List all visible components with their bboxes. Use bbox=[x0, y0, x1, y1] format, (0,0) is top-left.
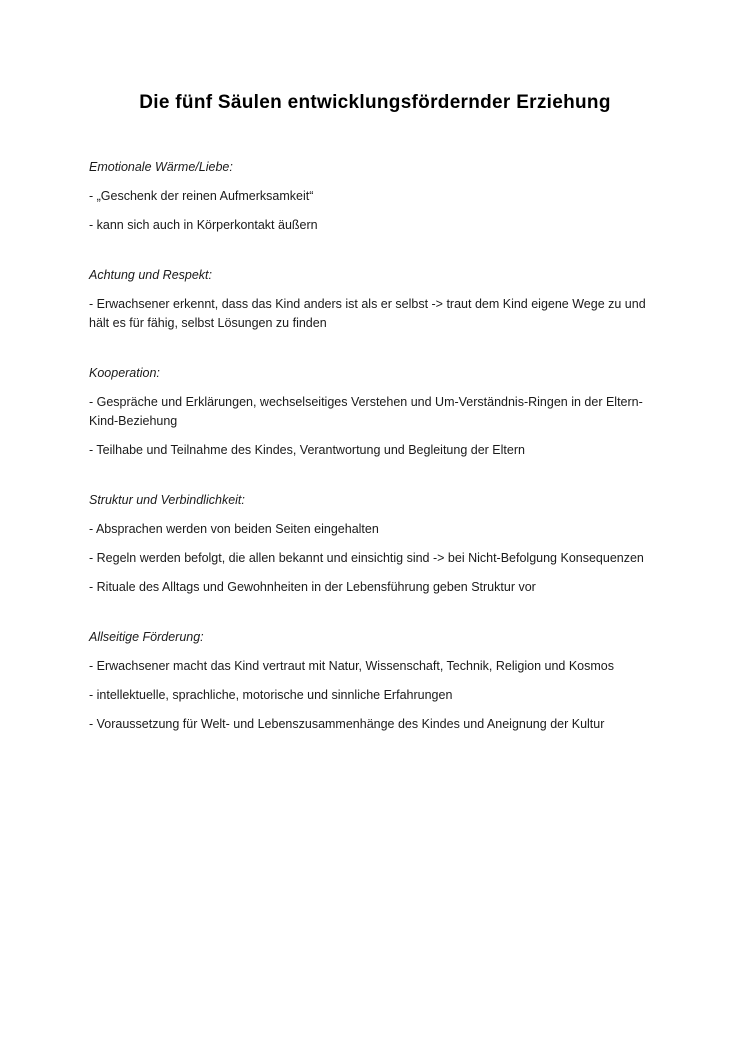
list-item: - intellektuelle, sprachliche, motorische und sinnliche Erfahrungen bbox=[89, 688, 453, 702]
list-item: - Gespräche und Erklärungen, wechselseitiges Verstehen und Um-Verständnis-Ringen in der Eltern-Kind-Beziehung bbox=[89, 395, 643, 428]
list-item: - Rituale des Alltags und Gewohnheiten in der Lebensführung geben Struktur vor bbox=[89, 580, 536, 594]
list-item: - kann sich auch in Körperkontakt äußern bbox=[89, 218, 318, 232]
list-item: - „Geschenk der reinen Aufmerksamkeit“ bbox=[89, 189, 314, 203]
list-item: - Teilhabe und Teilnahme des Kindes, Verantwortung und Begleitung der Eltern bbox=[89, 443, 525, 457]
document-body bbox=[89, 158, 661, 765]
section-heading: Kooperation: bbox=[89, 366, 160, 380]
list-item: - Absprachen werden von beiden Seiten eingehalten bbox=[89, 522, 379, 536]
page-title: Die fünf Säulen entwicklungsfördernder Erziehung bbox=[139, 92, 611, 113]
section-heading: Achtung und Respekt: bbox=[89, 268, 212, 282]
list-item: - Voraussetzung für Welt- und Lebenszusammenhänge des Kindes und Aneignung der Kultur bbox=[89, 717, 605, 731]
section-struktur-verbindlichkeit bbox=[89, 491, 661, 597]
section-kooperation bbox=[89, 364, 661, 460]
section-emotionale-waerme bbox=[89, 158, 661, 235]
section-heading: Emotionale Wärme/Liebe: bbox=[89, 160, 233, 174]
section-heading: Struktur und Verbindlichkeit: bbox=[89, 493, 245, 507]
list-item: - Erwachsener erkennt, dass das Kind anders ist als er selbst -> traut dem Kind eigene Wege zu und hält es für fähig, selbst Lösungen zu finden bbox=[89, 297, 646, 330]
section-allseitige-foerderung bbox=[89, 628, 661, 734]
section-achtung-respekt bbox=[89, 266, 661, 333]
list-item: - Erwachsener macht das Kind vertraut mit Natur, Wissenschaft, Technik, Religion und Kosmos bbox=[89, 659, 614, 673]
section-heading: Allseitige Förderung: bbox=[89, 630, 204, 644]
list-item: - Regeln werden befolgt, die allen bekannt und einsichtig sind -> bei Nicht-Befolgung Konsequenzen bbox=[89, 551, 644, 565]
